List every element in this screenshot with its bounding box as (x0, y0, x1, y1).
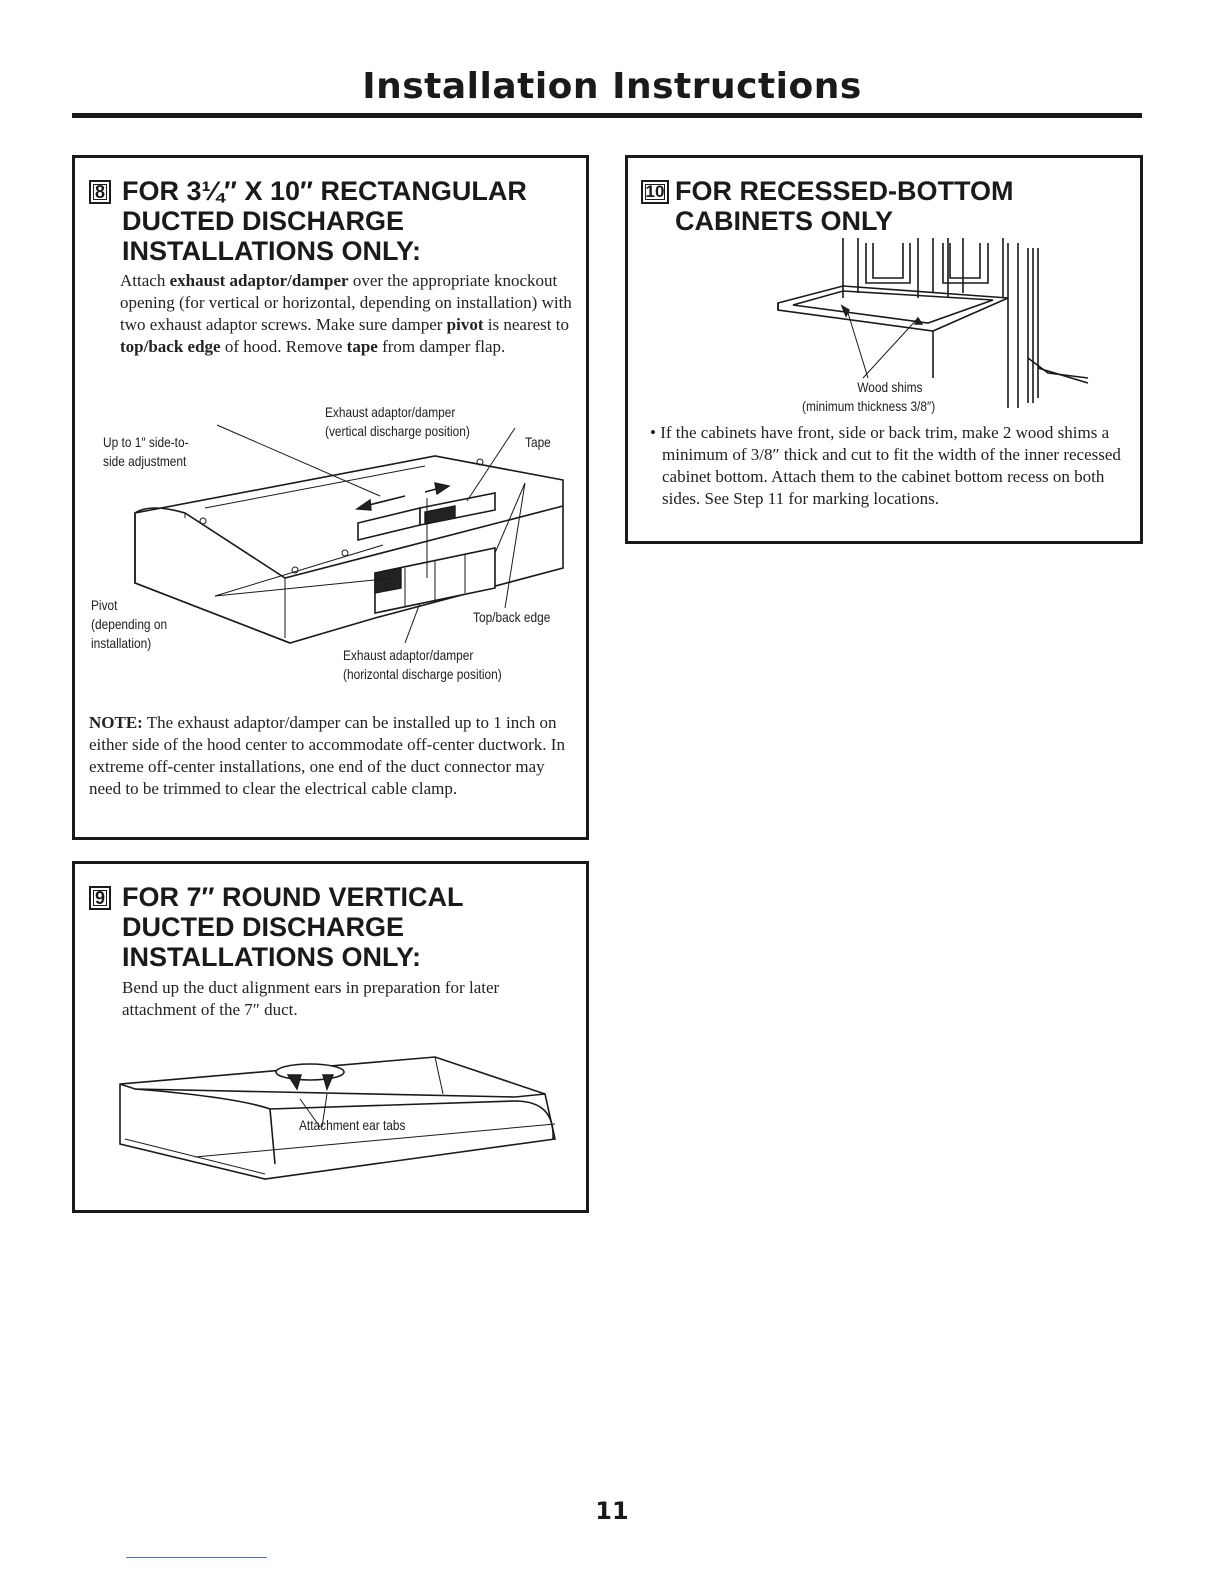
step-8-text-5: from damper flap. (377, 337, 506, 356)
step-8-heading (122, 176, 527, 266)
footer-rule (126, 1557, 267, 1558)
callout-wood-shims (802, 378, 935, 416)
tape-term: tape (346, 337, 378, 356)
step-8-note (89, 712, 579, 800)
step-9-instructions: Bend up the duct alignment ears in preparation for later attachment of the 7″ duct. (122, 978, 500, 1019)
callout-tape: Tape (525, 434, 551, 450)
callout-exhaust-horizontal (343, 646, 502, 684)
step-8-heading-line-2: DUCTED DISCHARGE (122, 206, 405, 236)
callout-side-adjust-line-1: Up to 1″ side-to- (103, 434, 189, 450)
step-8-text-3: is nearest to (483, 315, 569, 334)
callout-top-back-edge: Top/back edge (473, 609, 551, 625)
callout-side-adjust-line-2: side adjustment (103, 453, 187, 469)
callout-exhaust-horizontal-line-1: Exhaust adaptor/damper (343, 647, 474, 663)
step-10-bullets (650, 422, 1124, 510)
step-8-text-2: over the appropriate knockout opening (for vertical or horizontal, depending on installation) with two exhaust adaptor screws. Make sure damper (120, 271, 572, 334)
callout-wood-shims-line-1: Wood shims (857, 379, 923, 395)
step-10-heading (675, 176, 1014, 236)
callout-pivot (91, 596, 167, 653)
step-8-heading-line-3: INSTALLATIONS ONLY: (122, 236, 421, 266)
step-9-box (72, 861, 589, 1213)
step-9-heading-line-3: INSTALLATIONS ONLY: (122, 942, 421, 972)
step-9-number: 9 (89, 886, 111, 910)
callout-exhaust-horizontal-line-2: (horizontal discharge position) (343, 666, 502, 682)
callout-pivot-line-1: Pivot (91, 597, 118, 613)
callout-exhaust-vertical (325, 403, 470, 441)
callout-pivot-line-2: (depending on (91, 616, 168, 632)
bullet-item: • If the cabinets have front, side or back trim, make 2 wood shims a minimum of 3/8″ thick and cut to fit the width of the inner recessed cabinet bottom. Attach them to the cabinet bottom recess on both sides. See Step 11 for marking locations. (650, 423, 1121, 508)
callout-wood-shims-line-2: (minimum thickness 3/8″) (802, 398, 936, 414)
step-9-heading-line-1: FOR 7″ ROUND VERTICAL (122, 882, 464, 912)
step-8-box (72, 155, 589, 840)
callout-ear-tabs: Attachment ear tabs (299, 1117, 406, 1133)
pivot-term: pivot (446, 315, 484, 334)
step-8-heading-line-1: FOR 3¼″ X 10″ RECTANGULAR (122, 176, 527, 206)
title-rule (72, 113, 1142, 118)
step-10-number: 10 (641, 180, 669, 204)
page-number: 11 (595, 1497, 629, 1525)
step-10-heading-line-1: FOR RECESSED-BOTTOM (675, 176, 1014, 206)
callout-pivot-line-3: installation) (91, 635, 152, 651)
callout-exhaust-vertical-line-2: (vertical discharge position) (325, 423, 470, 439)
page-title: Installation Instructions (362, 66, 862, 107)
step-8-number: 8 (89, 180, 111, 204)
exhaust-adaptor-term: exhaust adaptor/damper (169, 271, 349, 290)
step-8-text-4: of hood. Remove (220, 337, 347, 356)
top-back-edge-term: top/back edge (120, 337, 221, 356)
step-10-heading-line-2: CABINETS ONLY (675, 206, 894, 236)
step-10-box (625, 155, 1143, 544)
callout-exhaust-vertical-line-1: Exhaust adaptor/damper (325, 404, 456, 420)
step-9-heading-line-2: DUCTED DISCHARGE (122, 912, 405, 942)
step-9-heading (122, 882, 463, 972)
note-label: NOTE: (89, 713, 143, 732)
note-text: The exhaust adaptor/damper can be installed up to 1 inch on either side of the hood center to accommodate off-center ductwork. In extreme off-center installations, one end of the duct connector may need to be trimmed to clear the electrical cable clamp. (89, 713, 565, 798)
callout-side-adjust (103, 433, 189, 471)
step-8-text-1: Attach (120, 271, 170, 290)
step-8-instructions (120, 270, 580, 358)
